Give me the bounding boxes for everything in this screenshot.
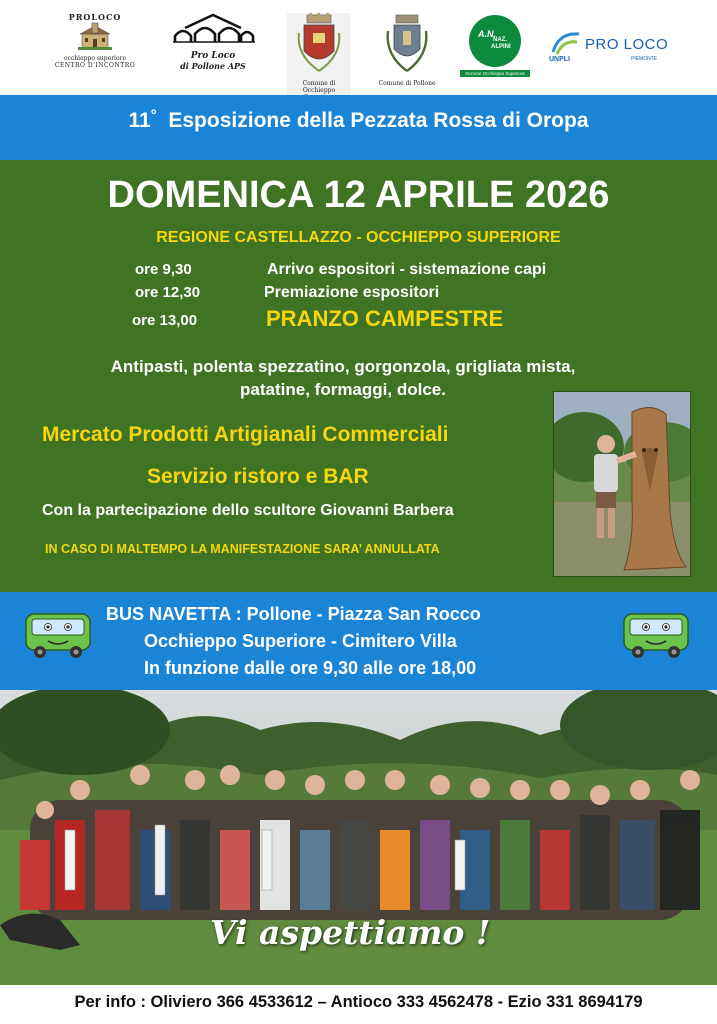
logo-text: Pro Loco [190,51,236,61]
logo-proloco-pollone [168,12,258,71]
edition-number: 11 [128,109,151,132]
logo-text: CENTRO D'INCONTRO [54,62,136,69]
logo-text: PROLOCO [68,12,122,22]
menu-line: Antipasti, polenta spezzatino, gorgonzola, grigliata mista, [110,357,576,376]
logo-text: A.N. [478,29,496,39]
schedule-time: ore 13,00 [132,312,198,329]
title-band [0,95,717,160]
logo-unpli-proloco [545,30,675,70]
weather-warning: IN CASO DI MALTEMPO LA MANIFESTAZIONE SARA’ ANNULLATA [45,542,440,556]
church-icon [78,22,112,50]
logo-text: UNPLI [549,56,570,63]
logo-text: PRO LOCO [585,36,669,53]
bar-headline: Servizio ristoro e BAR [147,465,369,488]
degree-mark: ° [150,107,157,124]
title-text: Esposizione della Pezzata Rossa di Oropa [168,109,589,132]
event-title [0,109,717,133]
schedule-event: Arrivo espositori - sistemazione capi [267,261,547,278]
sculptor-photo [553,391,691,577]
schedule-event: Premiazione espositori [264,284,440,301]
slogan: Vi aspettiamo ! [210,913,491,952]
contact-info: Per info : Oliviero 366 4533612 – Antioco 333 4562478 - Ezio 331 8694179 [74,993,643,1011]
shuttle-line: Occhieppo Superiore - Cimitero Villa [144,631,457,651]
event-location: REGIONE CASTELLAZZO - OCCHIEPPO SUPERIORE [156,229,561,246]
logo-comune-occhieppo [287,13,351,103]
sculptor-photo-image [554,392,691,577]
arches-icon [171,12,255,44]
bus-icon [620,610,692,660]
event-date: DOMENICA 12 APRILE 2026 [107,174,610,216]
unpli-swoosh-icon [551,30,581,56]
shuttle-line: BUS NAVETTA : Pollone - Piazza San Rocco [106,604,481,624]
event-panel [0,160,717,592]
group-photo [0,690,717,985]
logo-alpini [460,15,530,77]
menu-line: patatine, formaggi, dolce. [240,380,446,399]
shuttle-hours: In funzione dalle ore 9,30 alle ore 18,00 [144,658,477,678]
schedule-time: ore 9,30 [135,261,192,278]
coat-of-arms-icon [294,13,344,75]
logo-strip [0,0,717,95]
logo-proloco-occhieppo [50,12,140,69]
logo-text: di Pollone APS [180,61,246,71]
logo-text: NAZ. [493,37,507,43]
sculptor-note: Con la partecipazione dello scultore Giovanni Barbera [42,502,454,519]
logo-caption: Sezione Occhieppo Superiore [460,70,530,77]
bus-icon [22,610,94,660]
market-headline: Mercato Prodotti Artigianali Commerciali [42,423,449,446]
coat-of-arms-icon [382,13,432,75]
logo-text: occhieppo superiore [63,55,127,62]
logo-text: PIEMONTE [631,56,658,62]
logo-comune-pollone [377,13,437,87]
bus-band [0,592,717,690]
schedule-event-highlight: PRANZO CAMPESTRE [266,306,504,331]
contact-footer [0,985,717,1024]
logo-text: ALPINI [491,44,511,50]
alpini-badge [469,15,521,67]
logo-caption: Comune di Occhieppo [302,80,336,94]
schedule-time: ore 12,30 [135,284,201,301]
logo-caption: Comune di Pollone [378,80,436,87]
